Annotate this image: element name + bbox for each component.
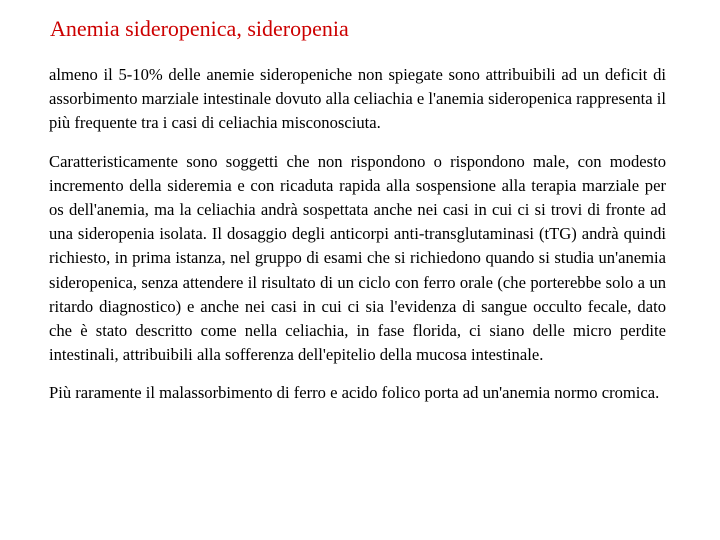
paragraph-malabsorption: Più raramente il malassorbimento di ferro e acido folico porta ad un'anemia normo cromica. [49,383,660,403]
slide-body [49,63,666,406]
paragraph-iron-deficiency-prevalence: almeno il 5-10% delle anemie sideropeniche non spiegate sono attribuibili ad un deficit di assorbimento marziale intestinale dovuto alla celiachia e l'anemia sideropenica rappresenta il più frequente tra i casi di celiachia misconosciuta. [49,65,666,133]
slide-title: Anemia sideropenica, sideropenia [50,16,349,41]
paragraph-clinical-features: Caratteristicamente sono soggetti che non rispondono o rispondono male, con modesto incremento della sideremia e con ricaduta rapida alla sospensione alla terapia marziale per os dell'anemia, ma la celiachia andrà sospettata anche nei casi in cui ci si trovi di fronte ad una sideropenia isolata. Il dosaggio degli anticorpi anti-transglutaminasi (tTG) andrà quindi richiesto, in prima istanza, nel gruppo di esami che si richiedono quando si studia un'anemia sideropenica, senza attendere il risultato di un ciclo con ferro orale (che porterebbe solo a un ritardo diagnostico) e anche nei casi in cui ci sia l'evidenza di sangue occulto fecale, dato che è stato descritto come nella celiachia, in fase florida, ci siano delle micro perdite intestinali, attribuibili alla sofferenza dell'epitelio della mucosa intestinale. [49,151,666,365]
